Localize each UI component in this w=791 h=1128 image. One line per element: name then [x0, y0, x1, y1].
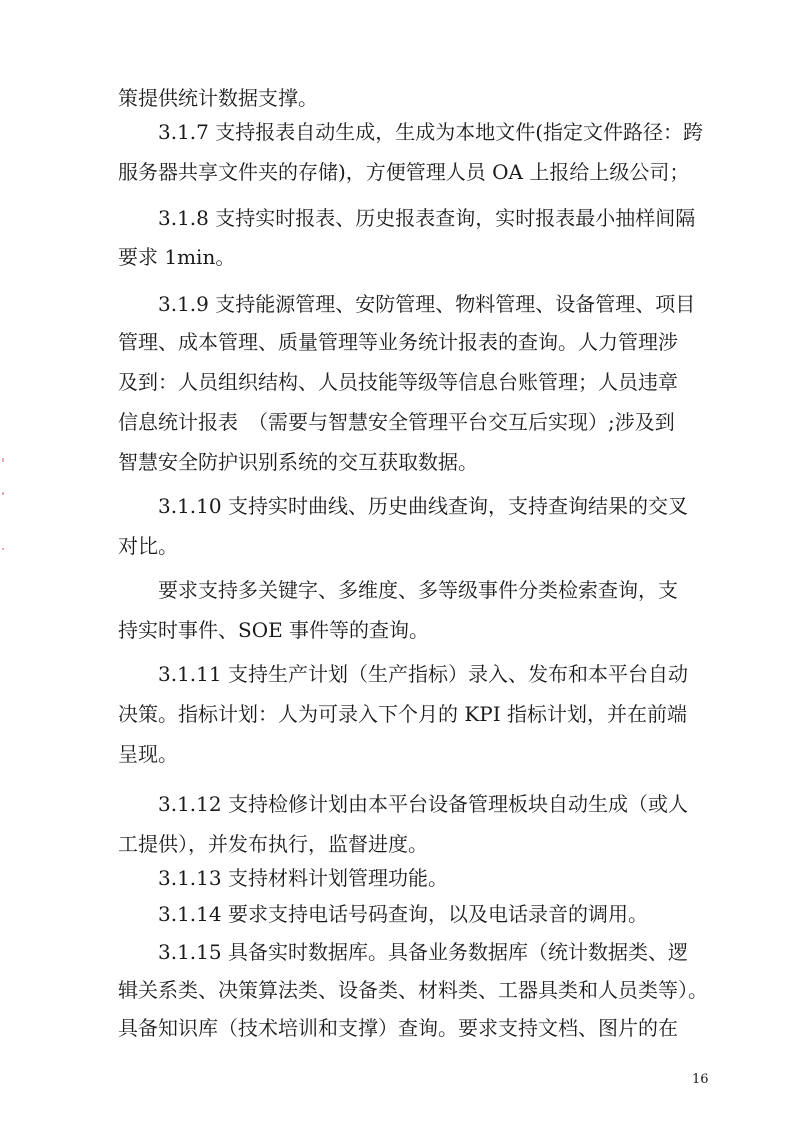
text-line: 信息统计报表 （需要与智慧安全管理平台交互后实现）;涉及到	[118, 410, 675, 434]
text-line: 对比。	[118, 534, 178, 558]
text-line: 服务器共享文件夹的存储)，方便管理人员 OA 上报给上级公司；	[118, 160, 690, 184]
text-line: 决策。指标计划：人为可录入下个月的 KPI 指标计划，并在前端	[118, 702, 688, 726]
text-line: 3.1.7 支持报表自动生成，生成为本地文件(指定文件路径：跨	[158, 120, 704, 144]
text-line: 具备知识库（技术培训和支撑）查询。要求支持文档、图片的在	[118, 1016, 678, 1040]
text-line: 及到：人员组织结构、人员技能等级等信息台账管理；人员违章	[118, 370, 678, 394]
text-line: 3.1.10 支持实时曲线、历史曲线查询，支持查询结果的交叉	[158, 494, 688, 518]
text-line: 持实时事件、SOE 事件等的查询。	[118, 618, 430, 642]
text-line: 3.1.15 具备实时数据库。具备业务数据库（统计数据类、逻	[158, 940, 688, 964]
text-line: 要求支持多关键字、多维度、多等级事件分类检索查询，支	[158, 578, 678, 602]
text-line: 策提供统计数据支撑。	[118, 86, 318, 110]
scan-mark	[2, 458, 4, 462]
text-line: 3.1.13 支持材料计划管理功能。	[158, 866, 448, 890]
text-line: 3.1.12 支持检修计划由本平台设备管理板块自动生成（或人	[158, 792, 688, 816]
text-line: 3.1.14 要求支持电话号码查询，以及电话录音的调用。	[158, 902, 648, 926]
text-line: 工提供），并发布执行，监督进度。	[118, 832, 428, 856]
scan-mark	[2, 548, 4, 550]
page-number: 16	[692, 1072, 709, 1087]
text-line: 3.1.9 支持能源管理、安防管理、物料管理、设备管理、项目	[158, 292, 696, 316]
text-line: 3.1.8 支持实时报表、历史报表查询，实时报表最小抽样间隔	[158, 206, 696, 230]
text-line: 辑关系类、决策算法类、设备类、材料类、工器具类和人员类等）。	[118, 978, 708, 1002]
text-line: 智慧安全防护识别系统的交互获取数据。	[118, 450, 478, 474]
text-line: 3.1.11 支持生产计划（生产指标）录入、发布和本平台自动	[158, 662, 688, 686]
text-line: 管理、成本管理、质量管理等业务统计报表的查询。人力管理涉	[118, 330, 678, 354]
text-line: 要求 1min。	[118, 245, 236, 269]
scan-mark	[2, 492, 4, 495]
text-line: 呈现。	[118, 742, 178, 766]
